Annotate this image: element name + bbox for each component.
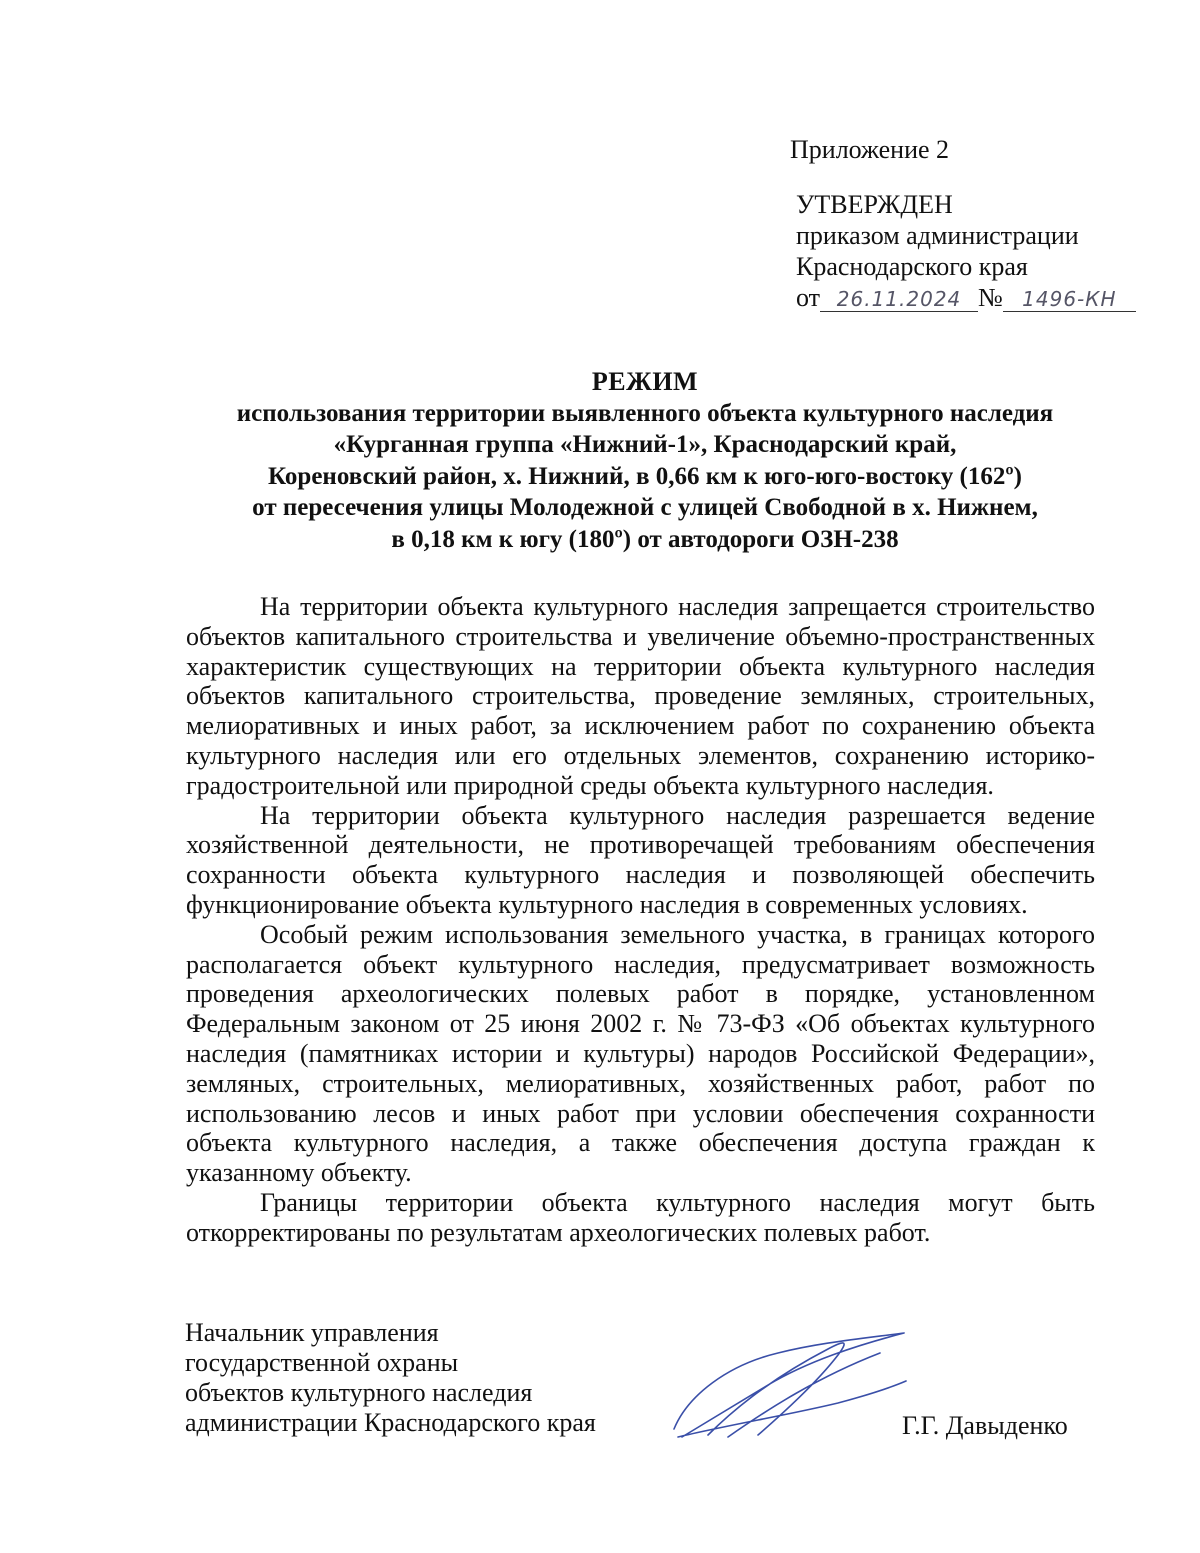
paragraph-permissions: На территории объекта культурного наследия разрешается ведение хозяйственной деятельности, не противоречащей требованиям обеспечения сохранности объекта культурного наследия и позволяющей обеспечить функционирование объекта культурного наследия в современных условиях. — [186, 800, 1095, 919]
title-line-4: от пересечения улицы Молодежной с улицей Свободной в х. Нижнем, — [252, 494, 1038, 522]
position-line-3: объектов культурного наследия — [185, 1378, 533, 1407]
title-line-1: использования территории выявленного объекта культурного наследия — [236, 399, 1054, 427]
handwritten-date: 26.11.2024 — [820, 287, 978, 312]
approved-label: УТВЕРЖДЕН — [796, 190, 953, 219]
position-line-4: администрации Краснодарского края — [185, 1408, 596, 1437]
position-line-2: государственной охраны — [185, 1348, 459, 1377]
approved-by-line-1: приказом администрации — [796, 221, 1079, 250]
signatory-position — [185, 1318, 596, 1438]
title-line-5: в 0,18 км к югу (180º) от автодороги ОЗН-238 — [391, 525, 899, 553]
order-date-row — [796, 282, 1136, 313]
paragraph-special-regime: Особый режим использования земельного участка, в границах которого располагается объект культурного наследия, предусматривает возможность проведения археологических полевых работ в порядке, установленном Федеральным законом от 25 июня 2002 г. № 73-ФЗ «Об объектах культурного наследия (памятниках истории и культуры) народов Российской Федерации», земляных, строительных, мелиоративных, хозяйственных работ, работ по использованию лесов и иных работ при условии обеспечения сохранности объекта культурного наследия, а также обеспечения доступа граждан к указанному объекту. — [186, 919, 1095, 1188]
title-line-3: Кореновский район, х. Нижний, в 0,66 км к юго-юго-востоку (162º) — [268, 462, 1022, 490]
title-line-2: «Курганная группа «Нижний-1», Краснодарский край, — [333, 431, 957, 459]
approval-block — [790, 134, 1136, 313]
appendix-label: Приложение 2 — [790, 135, 950, 164]
handwritten-signature — [668, 1325, 908, 1445]
date-prefix: от — [796, 283, 821, 312]
paragraph-boundaries: Границы территории объекта культурного наследия могут быть откорректированы по результатам археологических полевых работ. — [186, 1187, 1095, 1247]
document-title — [150, 366, 1140, 556]
handwritten-order-number: 1496-КН — [1003, 287, 1136, 312]
approved-by-line-2: Краснодарского края — [796, 252, 1028, 281]
number-sign: № — [978, 283, 1003, 312]
document-body — [186, 592, 1095, 1248]
signatory-name: Г.Г. Давыденко — [902, 1411, 1068, 1440]
title-heading: РЕЖИМ — [591, 367, 699, 396]
position-line-1: Начальник управления — [185, 1318, 439, 1347]
paragraph-prohibitions: На территории объекта культурного наследия запрещается строительство объектов капитального строительства и увеличение объемно-пространственных характеристик существующих на территории объекта культурного наследия объектов капитального строительства, проведение земляных, строительных, мелиоративных и иных работ, за исключением работ по сохранению объекта культурного наследия или его отдельных элементов, сохранению историко-градостроительной или природной среды объекта культурного наследия. — [186, 592, 1095, 800]
